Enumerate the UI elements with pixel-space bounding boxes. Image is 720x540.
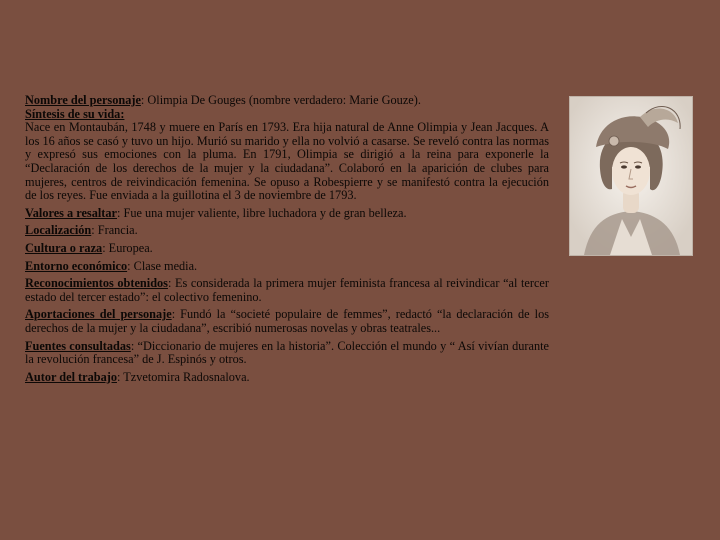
aportaciones-value: : Fundó la “societé populaire de femmes”, redactó “la declaración de los derechos de la mujer y la ciudadana”, escribió numerosas novelas y obras teatrales... bbox=[25, 307, 549, 335]
reconocimientos-field bbox=[25, 277, 549, 304]
aportaciones-field bbox=[25, 308, 549, 335]
sintesis-field bbox=[25, 108, 549, 122]
reconocimientos-label: Reconocimientos obtenidos bbox=[25, 276, 168, 291]
autor-field bbox=[25, 371, 549, 385]
cultura-label: Cultura o raza bbox=[25, 240, 103, 255]
nombre-label: Nombre del personaje bbox=[25, 93, 141, 107]
autor-label: Autor del trabajo bbox=[25, 369, 117, 384]
localizacion-label: Localización bbox=[25, 223, 92, 238]
nombre-field bbox=[25, 94, 549, 108]
localizacion-value: : Francia. bbox=[91, 223, 138, 238]
biography-text bbox=[25, 94, 549, 388]
fuentes-field bbox=[25, 340, 549, 367]
aportaciones-label: Aportaciones del personaje bbox=[25, 307, 172, 322]
portrait-drawing bbox=[570, 97, 692, 255]
nombre-value: : Olimpia De Gouges (nombre verdadero: Marie Gouze). bbox=[140, 93, 421, 107]
sintesis-value: Nace en Montaubán, 1748 y muere en París en 1793. Era hija natural de Anne Olimpia y Jean Jacques. A los 16 años se casó y tuvo un hijo. Murió su marido y ella no volvió a casarse. Se reveló contra las normas y expresó sus emociones con la pluma. En 1791, Olimpia se dirigió a la reina para exponerle la “Declaración de los derechos de la mujer y la ciudadana”. Colaboró en la aparición de clubes para mujeres, centros de reivindicación femenina. Se opuso a Robespierre y se manifestó contra la ejecución de los reyes. Fue enviada a la guillotina el 3 de noviembre de 1793. bbox=[25, 120, 549, 203]
valores-field bbox=[25, 207, 549, 221]
entorno-value: : Clase media. bbox=[127, 258, 198, 273]
sintesis-label: Síntesis de su vida: bbox=[25, 106, 125, 121]
autor-value: : Tzvetomira Radosnalova. bbox=[117, 369, 250, 384]
cultura-value: : Europea. bbox=[102, 240, 153, 255]
fuentes-value: : “Diccionario de mujeres en la historia”. Colección el mundo y “ Así vivían durante la revolución francesa” de J. Espinós y otros. bbox=[25, 338, 550, 367]
portrait-image bbox=[569, 96, 693, 256]
fuentes-label: Fuentes consultadas bbox=[25, 338, 131, 353]
valores-label: Valores a resaltar bbox=[25, 205, 117, 220]
entorno-label: Entorno económico bbox=[25, 258, 128, 273]
sintesis-text bbox=[25, 121, 549, 203]
valores-value: : Fue una mujer valiente, libre luchadora y de gran belleza. bbox=[117, 205, 407, 220]
reconocimientos-value: : Es considerada la primera mujer feminista francesa al reivindicar “al tercer estado del tercer estado”: el colectivo femenino. bbox=[25, 276, 549, 304]
cultura-field bbox=[25, 242, 549, 256]
localizacion-field bbox=[25, 224, 549, 238]
entorno-field bbox=[25, 260, 549, 274]
